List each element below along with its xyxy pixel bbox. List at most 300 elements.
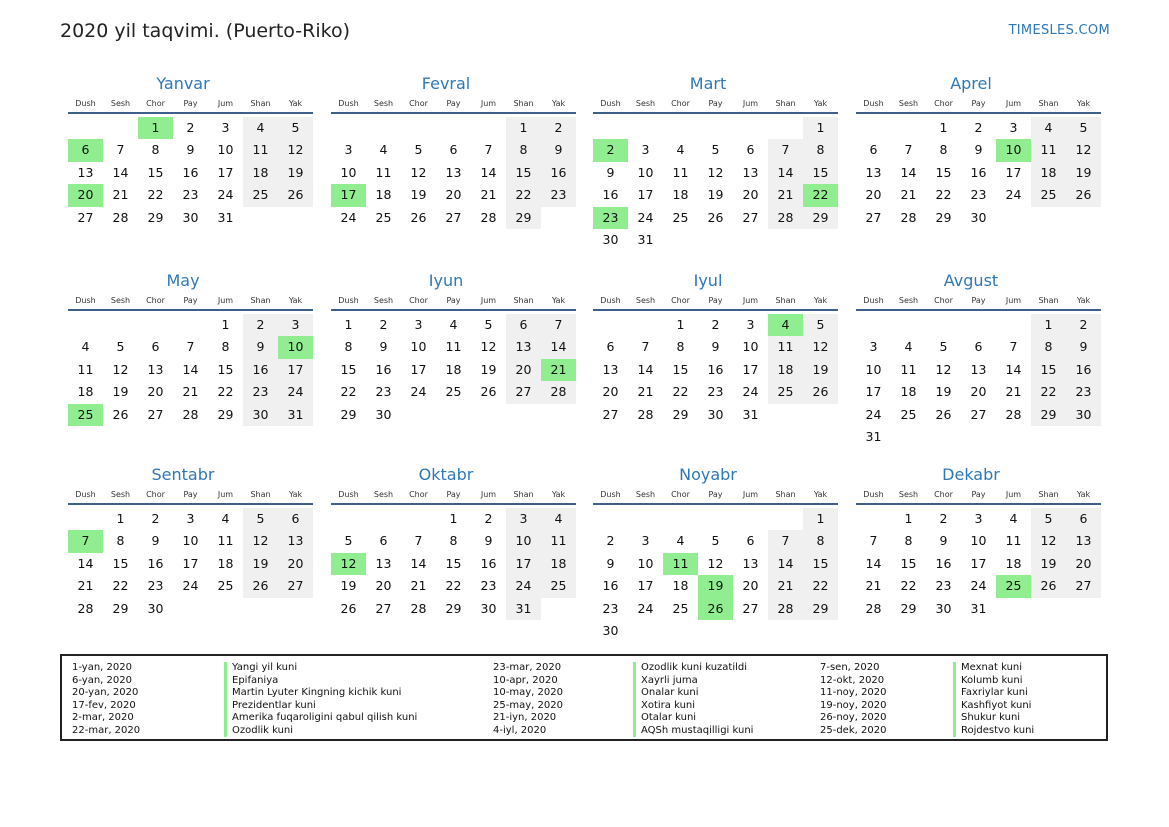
empty-cell xyxy=(331,117,366,139)
day-cell: 20 xyxy=(970,384,987,400)
empty-cell xyxy=(698,117,733,139)
day-cell: 19 xyxy=(803,359,838,381)
day-cell: 11 xyxy=(375,164,392,180)
month-name: Mart xyxy=(689,74,727,93)
day-cell: 20 xyxy=(375,578,392,594)
weekday-header xyxy=(593,96,838,114)
day-cell: 27 xyxy=(147,406,164,422)
day-cell: 12 xyxy=(278,139,313,161)
day-cell: 16 xyxy=(707,361,724,377)
day-cell: 29 xyxy=(445,600,462,616)
day-cell: 21 xyxy=(768,184,803,206)
weekday-label: Yak xyxy=(551,490,566,499)
day-cell: 5 xyxy=(1031,508,1066,530)
day-cell: 2 xyxy=(974,120,983,135)
day-cell: 3 xyxy=(186,511,195,526)
day-cell: 10 xyxy=(182,533,199,549)
day-cell: 24 xyxy=(410,384,427,400)
day-cell: 19 xyxy=(278,162,313,184)
weekday-label: Sesh xyxy=(635,490,656,499)
day-cell: 11 xyxy=(1005,533,1022,549)
day-cell: 16 xyxy=(1066,359,1101,381)
day-cell: 1 xyxy=(116,511,125,526)
legend-date: 10-may, 2020 xyxy=(493,687,563,698)
month-name: Fevral xyxy=(421,74,471,93)
day-cell: 2 xyxy=(939,511,948,526)
empty-cell xyxy=(401,508,436,530)
day-cell: 4 xyxy=(541,508,576,530)
day-cell: 26 xyxy=(340,600,357,616)
weekday-label: Shan xyxy=(775,99,796,108)
day-cell: 20 xyxy=(865,187,882,203)
day-cell: 22 xyxy=(803,575,838,597)
day-cell: 17 xyxy=(970,555,987,571)
page-title: 2020 yil taqvimi. (Puerto-Riko) xyxy=(60,20,350,42)
day-cell: 28 xyxy=(768,207,803,229)
legend-holiday-name: Amerika fuqaroligini qabul qilish kuni xyxy=(224,712,417,725)
weekday-label: Dush xyxy=(863,296,884,305)
legend-date: 25-dek, 2020 xyxy=(820,724,887,736)
day-cell: 11 xyxy=(1031,139,1066,161)
weekday-label: Yak xyxy=(288,99,303,108)
legend-holiday-name: Otalar kuni xyxy=(633,712,753,725)
day-cell: 18 xyxy=(541,553,576,575)
day-cell: 12 xyxy=(707,164,724,180)
weekday-label: Jum xyxy=(480,99,497,108)
weekday-label: Sesh xyxy=(373,99,394,108)
day-grid xyxy=(593,117,831,251)
day-cell: 26 xyxy=(1066,184,1101,206)
day-cell: 6 xyxy=(379,533,388,549)
day-cell: 7 xyxy=(904,142,913,158)
day-cell: 31 xyxy=(278,404,313,426)
day-cell: 12 xyxy=(935,361,952,377)
legend-holiday-name: Mexnat kuni xyxy=(953,662,1034,675)
weekday-label: Yak xyxy=(813,490,828,499)
holiday-day-cell: 2 xyxy=(593,139,628,161)
empty-cell xyxy=(401,117,436,139)
day-cell: 22 xyxy=(935,187,952,203)
legend-holiday-name: Xayrli juma xyxy=(633,675,753,688)
day-cell: 13 xyxy=(506,336,541,358)
day-cell: 11 xyxy=(445,339,462,355)
empty-cell xyxy=(768,117,803,139)
month-name: May xyxy=(166,271,200,290)
day-cell: 16 xyxy=(541,162,576,184)
day-cell: 19 xyxy=(480,361,497,377)
day-grid xyxy=(68,314,306,426)
day-cell: 5 xyxy=(484,317,493,332)
day-cell: 8 xyxy=(344,339,353,355)
legend-date: 7-sen, 2020 xyxy=(820,662,880,673)
day-grid xyxy=(331,508,569,620)
day-cell: 31 xyxy=(217,209,234,225)
brand-link[interactable]: TIMESLES.COM xyxy=(1008,23,1110,38)
day-cell: 16 xyxy=(182,164,199,180)
weekday-label: Dush xyxy=(338,296,359,305)
legend-date: 19-noy, 2020 xyxy=(820,699,887,711)
day-cell: 20 xyxy=(147,384,164,400)
day-cell: 12 xyxy=(1031,530,1066,552)
legend-date: 23-mar, 2020 xyxy=(493,662,562,673)
day-cell: 23 xyxy=(147,578,164,594)
weekday-label: Sesh xyxy=(635,99,656,108)
day-cell: 27 xyxy=(506,381,541,403)
day-cell: 3 xyxy=(641,142,650,158)
weekday-label: Shan xyxy=(1038,296,1059,305)
day-cell: 14 xyxy=(768,162,803,184)
day-cell: 29 xyxy=(900,600,917,616)
legend-holiday-name: Kolumb kuni xyxy=(953,675,1034,688)
day-grid xyxy=(593,314,831,426)
day-cell: 28 xyxy=(410,600,427,616)
legend-dates-col3 xyxy=(820,662,887,737)
day-cell: 19 xyxy=(935,384,952,400)
weekday-header xyxy=(593,487,838,505)
day-cell: 22 xyxy=(672,384,689,400)
month-name: Oktabr xyxy=(418,465,474,484)
weekday-label: Pay xyxy=(446,99,461,108)
day-cell: 20 xyxy=(742,187,759,203)
day-cell: 31 xyxy=(970,600,987,616)
empty-cell xyxy=(926,314,961,336)
day-cell: 3 xyxy=(746,317,755,332)
weekday-label: Chor xyxy=(671,99,690,108)
weekday-label: Shan xyxy=(775,296,796,305)
day-cell: 25 xyxy=(1031,184,1066,206)
day-cell: 1 xyxy=(803,117,838,139)
day-cell: 1 xyxy=(506,117,541,139)
day-cell: 6 xyxy=(869,142,878,158)
legend-holiday-name: Rojdestvo kuni xyxy=(953,725,1034,738)
day-cell: 5 xyxy=(278,117,313,139)
day-cell: 9 xyxy=(186,142,195,158)
day-cell: 8 xyxy=(221,339,230,355)
weekday-label: Chor xyxy=(409,99,428,108)
day-cell: 22 xyxy=(1031,381,1066,403)
month-block xyxy=(60,73,306,229)
weekday-label: Jum xyxy=(217,490,234,499)
day-cell: 10 xyxy=(742,339,759,355)
day-cell: 13 xyxy=(602,361,619,377)
day-cell: 13 xyxy=(970,361,987,377)
empty-cell xyxy=(856,508,891,530)
weekday-label: Sesh xyxy=(373,490,394,499)
day-cell: 13 xyxy=(375,555,392,571)
empty-cell xyxy=(628,314,663,336)
day-cell: 5 xyxy=(1066,117,1101,139)
legend-dates-col2 xyxy=(493,662,563,737)
empty-cell xyxy=(856,314,891,336)
day-cell: 10 xyxy=(637,164,654,180)
day-cell: 9 xyxy=(484,533,493,549)
day-cell: 18 xyxy=(900,384,917,400)
weekday-header xyxy=(856,293,1101,311)
day-cell: 6 xyxy=(278,508,313,530)
day-cell: 2 xyxy=(379,317,388,332)
day-cell: 24 xyxy=(506,575,541,597)
month-block xyxy=(60,270,306,426)
empty-cell xyxy=(891,117,926,139)
legend-date: 17-fev, 2020 xyxy=(72,699,136,711)
day-cell: 7 xyxy=(541,314,576,336)
day-cell: 12 xyxy=(480,339,497,355)
month-block xyxy=(585,73,831,251)
day-cell: 23 xyxy=(480,578,497,594)
weekday-label: Pay xyxy=(971,99,986,108)
day-cell: 19 xyxy=(707,187,724,203)
weekday-label: Yak xyxy=(288,296,303,305)
day-cell: 29 xyxy=(803,598,838,620)
legend-names-col3 xyxy=(953,662,1034,737)
day-cell: 17 xyxy=(217,164,234,180)
day-cell: 27 xyxy=(742,209,759,225)
weekday-label: Chor xyxy=(146,99,165,108)
day-cell: 2 xyxy=(541,117,576,139)
day-cell: 21 xyxy=(900,187,917,203)
legend-holiday-name: Martin Lyuter Kingning kichik kuni xyxy=(224,687,417,700)
day-cell: 21 xyxy=(480,187,497,203)
day-cell: 23 xyxy=(970,187,987,203)
day-cell: 13 xyxy=(77,164,94,180)
day-cell: 28 xyxy=(541,381,576,403)
day-cell: 16 xyxy=(935,555,952,571)
holiday-legend xyxy=(60,654,1108,741)
day-cell: 14 xyxy=(182,361,199,377)
empty-cell xyxy=(593,314,628,336)
day-cell: 4 xyxy=(243,117,278,139)
weekday-label: Dush xyxy=(338,99,359,108)
month-block xyxy=(323,73,569,229)
day-cell: 25 xyxy=(672,600,689,616)
weekday-label: Yak xyxy=(1076,490,1091,499)
weekday-label: Pay xyxy=(708,99,723,108)
empty-cell xyxy=(68,508,103,530)
day-cell: 16 xyxy=(602,187,619,203)
day-cell: 5 xyxy=(711,142,720,158)
day-cell: 28 xyxy=(900,209,917,225)
weekday-label: Pay xyxy=(183,296,198,305)
day-cell: 11 xyxy=(243,139,278,161)
day-cell: 1 xyxy=(344,317,353,332)
day-cell: 16 xyxy=(375,361,392,377)
empty-cell xyxy=(996,314,1031,336)
month-name: Aprel xyxy=(950,74,992,93)
holiday-day-cell: 22 xyxy=(803,184,838,206)
month-block xyxy=(323,270,569,426)
day-grid xyxy=(331,117,569,229)
day-cell: 17 xyxy=(865,384,882,400)
empty-cell xyxy=(663,117,698,139)
day-cell: 31 xyxy=(742,406,759,422)
weekday-label: Pay xyxy=(183,99,198,108)
day-cell: 22 xyxy=(340,384,357,400)
day-cell: 16 xyxy=(970,164,987,180)
weekday-label: Chor xyxy=(409,296,428,305)
day-cell: 2 xyxy=(186,120,195,135)
legend-holiday-name: Faxriylar kuni xyxy=(953,687,1034,700)
day-cell: 18 xyxy=(768,359,803,381)
day-cell: 30 xyxy=(375,406,392,422)
weekday-label: Shan xyxy=(1038,490,1059,499)
weekday-label: Jum xyxy=(1005,99,1022,108)
weekday-label: Yak xyxy=(551,296,566,305)
legend-date: 12-okt, 2020 xyxy=(820,674,885,686)
day-cell: 4 xyxy=(449,317,458,332)
day-cell: 5 xyxy=(939,339,948,355)
day-cell: 15 xyxy=(935,164,952,180)
day-cell: 2 xyxy=(151,511,160,526)
weekday-label: Pay xyxy=(971,490,986,499)
day-cell: 24 xyxy=(182,578,199,594)
day-cell: 7 xyxy=(1009,339,1018,355)
empty-cell xyxy=(138,314,173,336)
weekday-label: Shan xyxy=(250,296,271,305)
legend-holiday-name: Prezidentlar kuni xyxy=(224,700,417,713)
holiday-day-cell: 19 xyxy=(698,575,733,597)
legend-date: 1-yan, 2020 xyxy=(72,662,132,673)
day-cell: 9 xyxy=(606,164,615,180)
legend-dates-col1 xyxy=(72,662,140,737)
weekday-label: Jum xyxy=(742,296,759,305)
day-cell: 8 xyxy=(904,533,913,549)
day-cell: 29 xyxy=(217,406,234,422)
day-cell: 2 xyxy=(606,533,615,549)
day-cell: 29 xyxy=(112,600,129,616)
day-cell: 24 xyxy=(340,209,357,225)
day-cell: 8 xyxy=(803,530,838,552)
weekday-label: Sesh xyxy=(635,296,656,305)
day-cell: 3 xyxy=(278,314,313,336)
weekday-label: Jum xyxy=(217,99,234,108)
day-cell: 22 xyxy=(900,578,917,594)
holiday-day-cell: 6 xyxy=(68,139,103,161)
day-cell: 20 xyxy=(1066,553,1101,575)
day-cell: 12 xyxy=(707,555,724,571)
day-cell: 18 xyxy=(1031,162,1066,184)
empty-cell xyxy=(698,508,733,530)
day-grid xyxy=(856,314,1094,448)
day-cell: 11 xyxy=(541,530,576,552)
day-cell: 27 xyxy=(970,406,987,422)
day-cell: 21 xyxy=(112,187,129,203)
weekday-label: Jum xyxy=(480,490,497,499)
legend-date: 6-yan, 2020 xyxy=(72,674,132,686)
day-cell: 9 xyxy=(974,142,983,158)
day-cell: 26 xyxy=(480,384,497,400)
weekday-label: Shan xyxy=(513,490,534,499)
day-cell: 13 xyxy=(445,164,462,180)
day-cell: 27 xyxy=(865,209,882,225)
day-grid xyxy=(68,508,306,620)
weekday-label: Sesh xyxy=(110,99,131,108)
day-cell: 24 xyxy=(637,209,654,225)
month-name: Avgust xyxy=(943,271,999,290)
day-cell: 6 xyxy=(746,142,755,158)
day-cell: 25 xyxy=(672,209,689,225)
weekday-header xyxy=(856,96,1101,114)
holiday-day-cell: 11 xyxy=(663,553,698,575)
day-cell: 29 xyxy=(506,207,541,229)
empty-cell xyxy=(436,117,471,139)
day-cell: 8 xyxy=(116,533,125,549)
day-cell: 24 xyxy=(278,381,313,403)
day-cell: 3 xyxy=(344,142,353,158)
day-cell: 27 xyxy=(742,600,759,616)
weekday-label: Chor xyxy=(934,99,953,108)
holiday-day-cell: 7 xyxy=(68,530,103,552)
day-cell: 14 xyxy=(410,555,427,571)
holiday-day-cell: 1 xyxy=(138,117,173,139)
day-cell: 7 xyxy=(414,533,423,549)
day-cell: 3 xyxy=(1009,120,1018,135)
weekday-label: Chor xyxy=(671,296,690,305)
day-cell: 17 xyxy=(410,361,427,377)
day-cell: 21 xyxy=(637,384,654,400)
day-cell: 27 xyxy=(77,209,94,225)
weekday-header xyxy=(856,487,1101,505)
day-cell: 24 xyxy=(637,600,654,616)
day-cell: 14 xyxy=(865,555,882,571)
day-cell: 26 xyxy=(803,381,838,403)
day-cell: 3 xyxy=(869,339,878,355)
holiday-day-cell: 20 xyxy=(68,184,103,206)
weekday-label: Chor xyxy=(934,490,953,499)
day-cell: 18 xyxy=(445,361,462,377)
day-cell: 15 xyxy=(803,553,838,575)
day-cell: 21 xyxy=(182,384,199,400)
day-cell: 21 xyxy=(77,578,94,594)
day-cell: 28 xyxy=(480,209,497,225)
holiday-day-cell: 12 xyxy=(331,553,366,575)
empty-cell xyxy=(628,117,663,139)
empty-cell xyxy=(593,117,628,139)
day-cell: 23 xyxy=(541,184,576,206)
legend-date: 11-noy, 2020 xyxy=(820,687,887,698)
day-cell: 24 xyxy=(742,384,759,400)
day-cell: 4 xyxy=(1009,511,1018,526)
day-cell: 14 xyxy=(480,164,497,180)
day-cell: 12 xyxy=(243,530,278,552)
day-cell: 30 xyxy=(182,209,199,225)
day-cell: 7 xyxy=(484,142,493,158)
holiday-day-cell: 25 xyxy=(68,404,103,426)
day-cell: 25 xyxy=(768,381,803,403)
month-block xyxy=(848,464,1094,620)
day-cell: 28 xyxy=(768,598,803,620)
legend-names-col1 xyxy=(224,662,417,737)
day-cell: 5 xyxy=(243,508,278,530)
day-cell: 14 xyxy=(77,555,94,571)
day-cell: 24 xyxy=(970,578,987,594)
day-cell: 31 xyxy=(865,428,882,444)
legend-holiday-name: Onalar kuni xyxy=(633,687,753,700)
day-cell: 10 xyxy=(506,530,541,552)
weekday-label: Pay xyxy=(446,490,461,499)
day-cell: 6 xyxy=(1066,508,1101,530)
empty-cell xyxy=(68,117,103,139)
day-cell: 1 xyxy=(939,120,948,135)
weekday-header xyxy=(68,96,313,114)
legend-holiday-name: Xotira kuni xyxy=(633,700,753,713)
day-cell: 11 xyxy=(77,361,94,377)
day-cell: 11 xyxy=(672,164,689,180)
day-cell: 23 xyxy=(602,600,619,616)
day-cell: 14 xyxy=(112,164,129,180)
weekday-label: Yak xyxy=(1076,296,1091,305)
empty-cell xyxy=(961,314,996,336)
day-cell: 21 xyxy=(1005,384,1022,400)
